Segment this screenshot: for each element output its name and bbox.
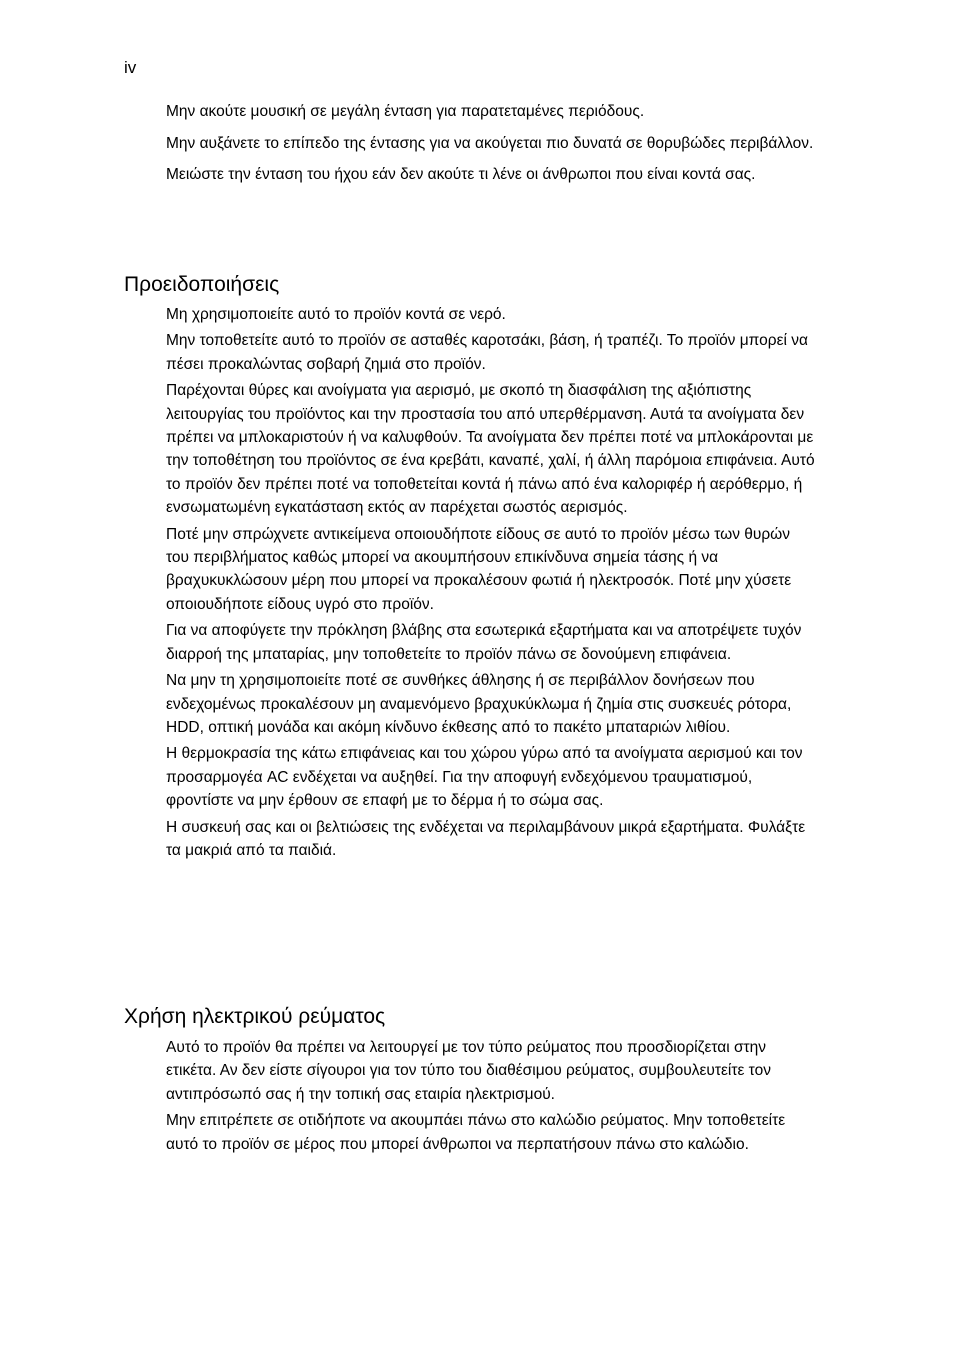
paragraph: Για να αποφύγετε την πρόκληση βλάβης στα εσωτερικά εξαρτήματα και να αποτρέψετε τυχόν διαρροή της μπαταρίας, μην τοποθετείτε το προϊόν πάνω σε δονούμενη επιφάνεια.	[166, 622, 802, 663]
section-heading-warnings: Προειδοποιήσεις	[124, 273, 280, 296]
paragraph: Η θερμοκρασία της κάτω επιφάνειας και του χώρου γύρω από τα ανοίγματα αερισμού και τον προσαρμογέα AC ενδέχεται να αυξηθεί. Για την αποφυγή ενδεχόμενου τραυματισμού, φροντίστε να μην έρθουν σε επαφή με το δέρμα ή το σώμα σας.	[166, 745, 803, 810]
paragraph: Αυτό το προϊόν θα πρέπει να λειτουργεί με τον τύπο ρεύματος που προσδιορίζεται στην ετικέτα. Αν δεν είστε σίγουροι για τον τύπο του διαθέσιμου ρεύματος, συμβουλευτείτε τον αντιπρόσωπό σας ή την τοπική σας εταιρία ηλεκτρισμού.	[166, 1039, 771, 1103]
paragraph: Η συσκευή σας και οι βελτιώσεις της ενδέχεται να περιλαμβάνουν μικρά εξαρτήματα. Φυλάξτε τα μακριά από τα παιδιά.	[166, 818, 806, 859]
intro-list	[166, 97, 816, 192]
paragraph: Μην αυξάνετε το επίπεδο της έντασης για να ακούγεται πιο δυνατά σε θορυβώδες περιβάλλον.	[166, 134, 814, 152]
section-heading-power: Χρήση ηλεκτρικού ρεύματος	[124, 1005, 386, 1028]
paragraph: Μη χρησιμοποιείτε αυτό το προϊόν κοντά σε νερό.	[166, 306, 506, 323]
paragraph: Μειώστε την ένταση του ήχου εάν δεν ακούτε τι λένε οι άνθρωποι που είναι κοντά σας.	[166, 166, 756, 183]
page-number: iv	[124, 58, 137, 77]
paragraph: Να μην τη χρησιμοποιείτε ποτέ σε συνθήκες άθλησης ή σε περιβάλλον δονήσεων που ενδεχομένως προκαλέσουν μη αναμενόμενο βραχυκύκλωμα ή ζημία στις συσκευές ρότορα, HDD, οπτική μονάδα και ακόμη κίνδυνο έκθεσης από το πακέτο μπαταριών λιθίου.	[166, 672, 792, 736]
paragraph: Μην τοποθετείτε αυτό το προϊόν σε ασταθές καροτσάκι, βάση, ή τραπέζι. Το προϊόν μπορεί να πέσει προκαλώντας σοβαρή ζημιά στο προϊόν.	[166, 332, 808, 373]
paragraph: Μην ακούτε μουσική σε μεγάλη ένταση για παρατεταμένες περιόδους.	[166, 103, 645, 120]
paragraph: Παρέχονται θύρες και ανοίγματα για αερισμό, με σκοπό τη διασφάλιση της αξιόπιστης λειτουργίας του προϊόντος και την προστασία του από υπερθέρμανση. Αυτά τα ανοίγματα δεν πρέπει να μπλοκαριστούν ή να καλυφθούν. Τα ανοίγματα δεν πρέπει ποτέ να μπλοκάρονται με την τοποθέτηση του προϊόντος σε ένα κρεβάτι, καναπέ, χαλί, ή άλλη παρόμοια επιφάνεια. Αυτό το προϊόν δεν πρέπει ποτέ να τοποθετείται κοντά ή πάνω από ένα καλοριφέρ ή αερόθερμο, ή ενσωματωμένη εγκατάσταση εκτός αν παρέχεται σωστός αερισμός.	[166, 382, 815, 517]
paragraph: Ποτέ μην σπρώχνετε αντικείμενα οποιουδήποτε είδους σε αυτό το προϊόν μέσω των θυρών του περιβλήματος καθώς μπορεί να ακουμπήσουν επικίνδυνα σημεία τάσης ή να βραχυκυκλώσουν μέρη που μπορεί να προκαλέσουν φωτιά ή ηλεκτροσόκ. Ποτέ μην χύσετε οποιουδήποτε είδους υγρό στο προϊόν.	[166, 525, 792, 613]
paragraph: Μην επιτρέπετε σε οτιδήποτε να ακουμπάει πάνω στο καλώδιο ρεύματος. Μην τοποθετείτε αυτό το προϊόν σε μέρος που μπορεί άνθρωποι να περπατήσουν πάνω στο καλώδιο.	[166, 1112, 786, 1153]
power-list	[166, 1036, 816, 1159]
warnings-list	[166, 303, 816, 865]
